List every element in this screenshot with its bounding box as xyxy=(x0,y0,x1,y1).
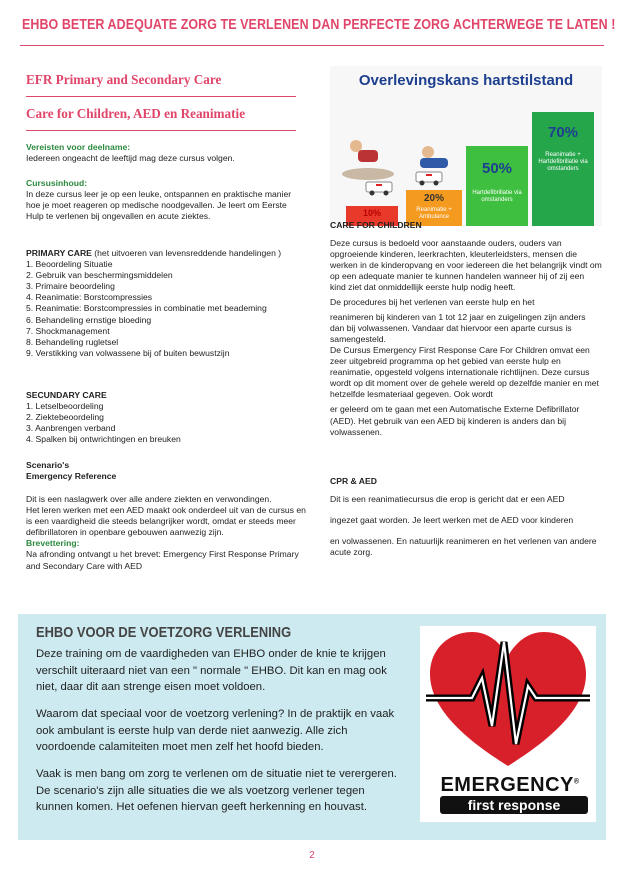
logo-emergency-text: EMERGENCY® xyxy=(440,774,580,796)
list-item: 5. Reanimatie: Borstcompressies in combinatie met beademing xyxy=(26,303,267,314)
cpr-paragraph: Dit is een reanimatiecursus die erop is gericht dat er een AED xyxy=(330,494,565,505)
bar-label: Hartdefibrillatie via omstanders xyxy=(472,190,522,203)
cpr-aed-section xyxy=(330,476,602,558)
brevet-heading: Brevettering: xyxy=(26,538,80,549)
cpr-paragraph: en volwassenen. En natuurlijk reanimeren en het verlenen van andere acute zorg. xyxy=(330,536,597,558)
content-text: In deze cursus leer je op een leuke, ontspannen en praktische manier hoe je moet reageren op medische noodgevallen. Je leert om Eerste Hulp te verlenen bij ongevallen en acute ziektes. xyxy=(26,189,292,222)
requirements-text: Iedereen ongeacht de leeftijd mag deze cursus volgen. xyxy=(26,153,235,164)
children-heading: CARE FOR CHILDREN xyxy=(330,220,422,230)
heart-ecg-icon xyxy=(420,626,596,776)
children-paragraph: reanimeren bij kinderen van 1 tot 12 jaar en zuigelingen zijn anders dan bij volwassenen. Vandaar dat hiervoor een aparte cursus is samengesteld. xyxy=(330,311,586,344)
primary-care-subheading: (het uitvoeren van levensreddende handelingen ) xyxy=(91,248,282,258)
list-item: 6. Behandeling ernstige bloeding xyxy=(26,314,152,325)
requirements-heading: Vereisten voor deelname: xyxy=(26,142,131,152)
title-rule-2 xyxy=(26,130,296,131)
content-heading: Cursusinhoud: xyxy=(26,178,88,188)
brevet-text: Na afronding ontvangt u het brevet: Emergency First Response Primary and Secondary Care with AED xyxy=(26,549,299,571)
secondary-care-heading: SECUNDARY CARE xyxy=(26,390,107,400)
cpr-paragraph: ingezet gaat worden. Je leert werken met de AED voor kinderen xyxy=(330,515,574,526)
content-section xyxy=(26,178,306,222)
list-item: 1. Beoordeling Situatie xyxy=(26,259,113,270)
list-item: 4. Reanimatie: Borstcompressies xyxy=(26,292,153,303)
children-paragraph: Deze cursus is bedoeld voor aanstaande ouders, ouders van opgroeiende kinderen, leerkrachten, kleuterleidsters, mensen die werken in de kinderopvang en voor iedereen die het belangrijk vindt om op een adequate manier te kunnen handelen wanneer hij of zij een kind ziet dat onmiddellijk eerste hulp nodig heeft. xyxy=(330,238,602,293)
primary-care-list xyxy=(26,259,306,359)
reference-section xyxy=(26,494,306,572)
infographic-title: Overlevingskans hartstilstand xyxy=(358,72,574,89)
ambulance-icon xyxy=(414,168,450,186)
header-rule xyxy=(20,45,604,46)
children-paragraph: De procedures bij het verlenen van eerste hulp en het xyxy=(330,296,535,307)
course-title-children: Care for Children, AED en Reanimatie xyxy=(26,106,246,121)
list-item: 2. Ziektebeoordeling xyxy=(26,412,104,423)
voetzorg-paragraph: Waarom dat speciaal voor de voetzorg verlening? In de praktijk en vaak ook ambulant is eerste hulp van derde niet aanwezig. Alle zich voordoende calamiteiten moet men zelf het hoofd bieden. xyxy=(36,708,395,754)
cpr-aed-heading: CPR & AED xyxy=(330,476,377,486)
care-for-children-section xyxy=(330,220,602,438)
survival-bar-70 xyxy=(532,112,594,226)
page-number: 2 xyxy=(309,850,315,861)
bar-value: 50% xyxy=(481,160,513,177)
list-item: 7. Shockmanagement xyxy=(26,325,110,336)
title-rule-1 xyxy=(26,96,296,97)
list-item: 8. Behandeling rugletsel xyxy=(26,336,119,347)
bar-value: 20% xyxy=(423,193,444,204)
survival-bar-50 xyxy=(466,146,528,226)
voetzorg-title: EHBO VOOR DE VOETZORG VERLENING xyxy=(36,624,292,641)
children-paragraph: De Cursus Emergency First Response Care For Children omvat een zeer uitgebreid programma op het gebied van eerste hulp en reanimatie, opgesteld volgens internationale richtlijnen. Deze cursus wordt op dit moment over de gehele wereld op dezelfde manier en met hetzelfde lesmateriaal gegeven. Ook wordt xyxy=(330,344,599,400)
list-item: 2. Gebruik van beschermingsmiddelen xyxy=(26,270,173,281)
list-item: 3. Primaire beoordeling xyxy=(26,281,115,292)
voetzorg-paragraph: Vaak is men bang om zorg te verlenen om de situatie niet te verergeren. De scenario's zijn alle situaties die we als voetzorg verlener tegen kunnen komen. Het oefenen hiervan geeft herkenning en houvast. xyxy=(36,768,397,814)
course-title-efr: EFR Primary and Secondary Care xyxy=(26,72,222,87)
ambulance-icon xyxy=(364,178,400,196)
voetzorg-paragraph: Deze training om de vaardigheden van EHBO onder de knie te krijgen verschilt uiteraard niet van een " normale " EHBO. Dit kan en mag ook niet, daar dit aan strenge eisen moet voldoen. xyxy=(36,648,387,694)
requirements-section xyxy=(26,142,306,164)
bar-label: Reanimatie + Hartdefibrillatie via omstanders xyxy=(538,152,588,172)
aed-text: Het leren werken met een AED maakt ook onderdeel uit van de cursus en is een vaardigheid die steeds belangrijker wordt, omdat er steeds meer defibrillatoren in openbare gebouwen aanwezig zijn. xyxy=(26,505,306,538)
reference-heading: Emergency Reference xyxy=(26,471,117,482)
primary-care-heading: PRIMARY CARE xyxy=(26,248,92,258)
bar-value: 10% xyxy=(362,208,381,218)
scenario-heading: Scenario's xyxy=(26,460,70,470)
primary-care-section xyxy=(26,248,306,359)
list-item: 9. Verstikking van volwassene bij of buiten bewustzijn xyxy=(26,347,230,358)
children-paragraph: er geleerd om te gaan met een Automatische Externe Defibrillator (AED). Het gebruik van een AED bij kinderen is anders dan bij volwassenen. xyxy=(330,404,580,437)
emergency-first-response-logo xyxy=(420,626,596,822)
list-item: 3. Aanbrengen verband xyxy=(26,423,116,434)
secondary-care-list xyxy=(26,401,306,445)
bar-label: Reanimatie + Ambulance xyxy=(416,207,452,220)
logo-first-response-text: first response xyxy=(440,796,588,814)
page-headline: EHBO BETER ADEQUATE ZORG TE VERLENEN DAN PERFECTE ZORG ACHTERWEGE TE LATEN ! xyxy=(22,16,616,33)
survival-infographic xyxy=(330,66,602,226)
scenario-section xyxy=(26,460,306,482)
bar-value: 70% xyxy=(547,124,579,141)
list-item: 4. Spalken bij ontwrichtingen en breuken xyxy=(26,434,181,445)
list-item: 1. Letselbeoordeling xyxy=(26,401,104,412)
reference-text: Dit is een naslagwerk over alle andere ziekten en verwondingen. xyxy=(26,494,272,504)
secondary-care-section xyxy=(26,390,306,445)
